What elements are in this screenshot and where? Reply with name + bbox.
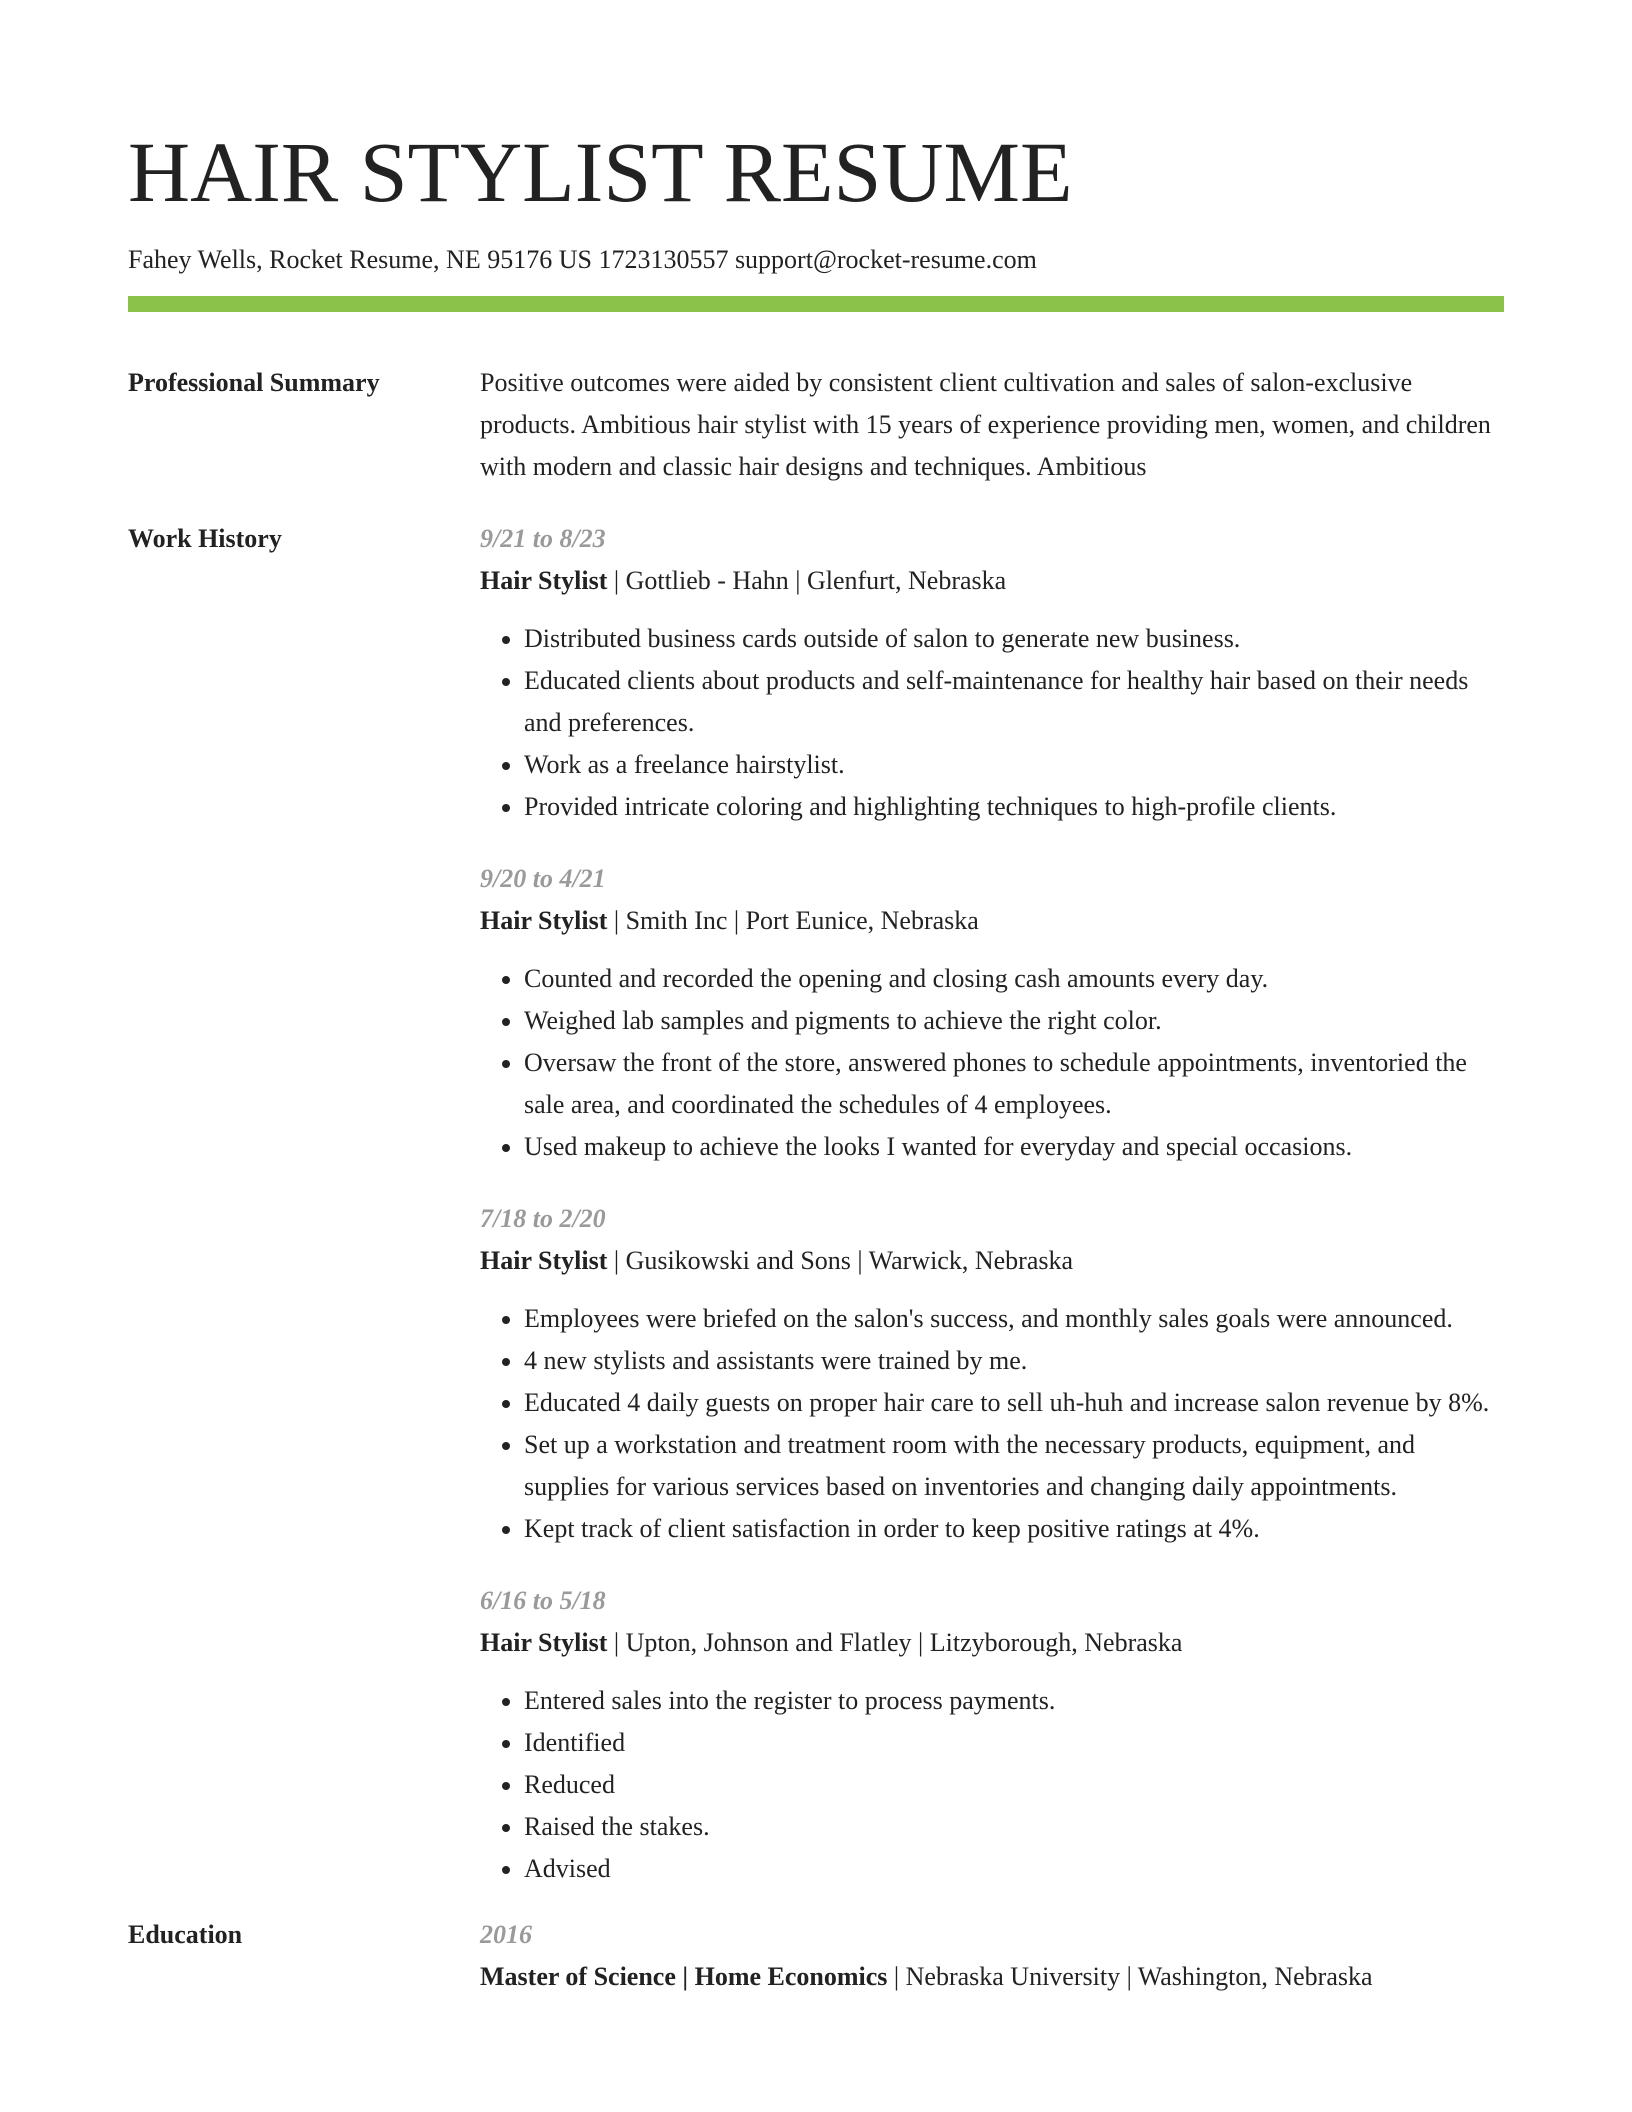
resume-page [128, 0, 1504, 1998]
job-role-line [480, 560, 1504, 602]
job-date: 6/16 to 5/18 [480, 1586, 606, 1615]
job-bullets [480, 958, 1504, 1168]
education-entry [480, 1914, 1504, 1998]
job-bullet: • Identified [524, 1722, 1504, 1764]
job-details: | Gottlieb - Hahn | Glenfurt, Nebraska [607, 566, 1007, 595]
job-bullet: • Raised the stakes. [524, 1806, 1504, 1848]
job-title: Hair Stylist [480, 566, 608, 595]
job-entry [480, 858, 1504, 1168]
job-bullet: • 4 new stylists and assistants were trained by me. [524, 1340, 1504, 1382]
job-details: | Smith Inc | Port Eunice, Nebraska [607, 906, 979, 935]
job-bullet: • Used makeup to achieve the looks I wanted for everyday and special occasions. [524, 1126, 1504, 1168]
job-title: Hair Stylist [480, 1628, 608, 1657]
job-entry [480, 1198, 1504, 1550]
job-bullet: • Counted and recorded the opening and closing cash amounts every day. [524, 958, 1504, 1000]
job-bullet: • Educated clients about products and self-maintenance for healthy hair based on their needs and preferences. [524, 660, 1504, 744]
job-role-line [480, 1240, 1504, 1282]
job-bullet: • Kept track of client satisfaction in order to keep positive ratings at 4%. [524, 1508, 1504, 1550]
section-label-work-history: Work History [128, 524, 282, 553]
job-bullet: • Advised [524, 1848, 1504, 1890]
job-bullet: • Weighed lab samples and pigments to achieve the right color. [524, 1000, 1504, 1042]
job-bullet: • Educated 4 daily guests on proper hair care to sell uh-huh and increase salon revenue by 8%. [524, 1382, 1504, 1424]
job-role-line [480, 900, 1504, 942]
job-date: 7/18 to 2/20 [480, 1204, 606, 1233]
work-history-section [128, 518, 1504, 1890]
job-role-line [480, 1622, 1504, 1664]
job-bullet: • Reduced [524, 1764, 1504, 1806]
education-degree-line [480, 1956, 1504, 1998]
job-date: 9/20 to 4/21 [480, 864, 606, 893]
professional-summary-section [128, 362, 1504, 488]
job-title: Hair Stylist [480, 1246, 608, 1275]
education-degree: Master of Science | Home Economics [480, 1962, 888, 1991]
contact-line: Fahey Wells, Rocket Resume, NE 95176 US 1723130557 support@rocket-resume.com [128, 245, 1037, 274]
section-label-education: Education [128, 1920, 243, 1949]
job-bullet: • Entered sales into the register to process payments. [524, 1680, 1504, 1722]
job-bullet: • Employees were briefed on the salon's success, and monthly sales goals were announced. [524, 1298, 1504, 1340]
job-bullet: • Distributed business cards outside of salon to generate new business. [524, 618, 1504, 660]
job-date: 9/21 to 8/23 [480, 524, 606, 553]
job-bullet: • Work as a freelance hairstylist. [524, 744, 1504, 786]
job-bullet: • Oversaw the front of the store, answered phones to schedule appointments, inventoried the sale area, and coordinated the schedules of 4 employees. [524, 1042, 1504, 1126]
education-date: 2016 [480, 1920, 532, 1949]
job-entry [480, 1580, 1504, 1890]
section-label-summary: Professional Summary [128, 368, 380, 397]
summary-text: Positive outcomes were aided by consistent client cultivation and sales of salon-exclusive products. Ambitious hair stylist with 15 years of experience providing men, women, and children with modern and classic hair designs and techniques. Ambitious [480, 368, 1491, 481]
job-entry [480, 518, 1504, 828]
job-bullet: • Set up a workstation and treatment room with the necessary products, equipment, and supplies for various services based on inventories and changing daily appointments. [524, 1424, 1504, 1508]
education-list [480, 1914, 1504, 1998]
education-details: | Nebraska University | Washington, Nebraska [887, 1962, 1373, 1991]
resume-title: HAIR STYLIST RESUME [128, 124, 1073, 220]
job-bullets [480, 618, 1504, 828]
work-history-list [480, 518, 1504, 1890]
job-title: Hair Stylist [480, 906, 608, 935]
job-bullets [480, 1680, 1504, 1890]
job-bullet: • Provided intricate coloring and highlighting techniques to high-profile clients. [524, 786, 1504, 828]
job-details: | Upton, Johnson and Flatley | Litzyborough, Nebraska [607, 1628, 1183, 1657]
accent-divider [128, 296, 1504, 312]
job-details: | Gusikowski and Sons | Warwick, Nebraska [607, 1246, 1074, 1275]
education-section [128, 1914, 1504, 1998]
job-bullets [480, 1298, 1504, 1550]
